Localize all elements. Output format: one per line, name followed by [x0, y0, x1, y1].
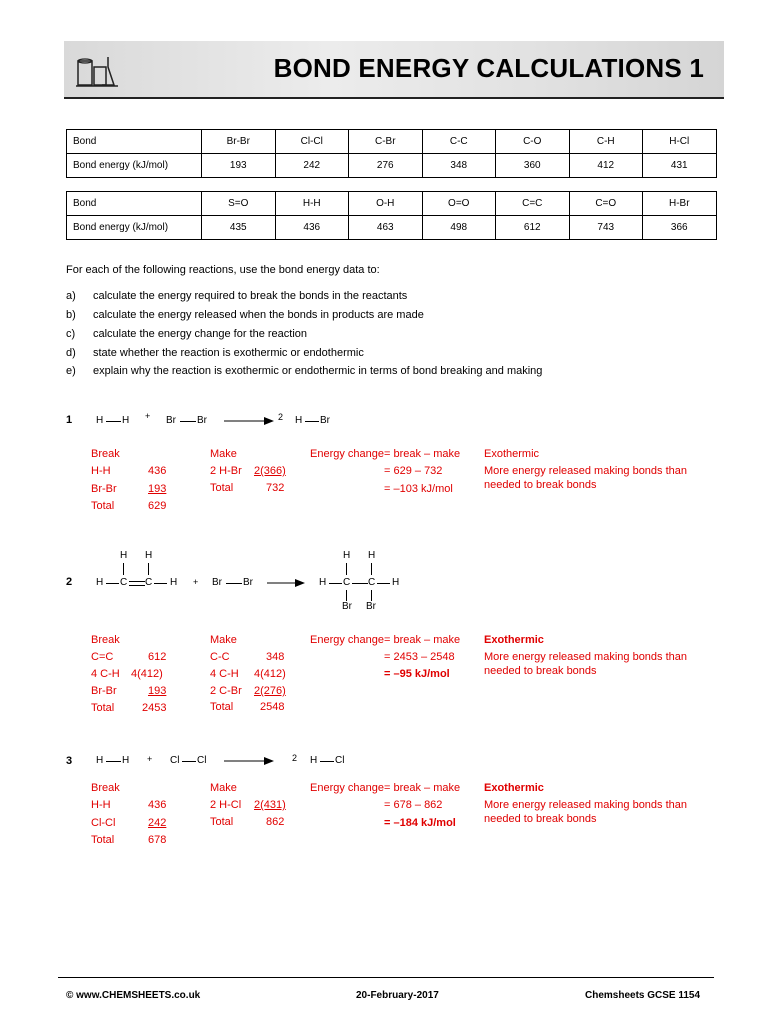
atom-label: H — [295, 415, 303, 426]
explanation-line: More energy released making bonds than — [484, 465, 688, 477]
bond-line — [106, 761, 121, 762]
instructions-intro: For each of the following reactions, use the bond energy data to: — [66, 264, 380, 276]
break-bond: H-H — [91, 799, 111, 811]
make-value: 2(366) — [254, 465, 286, 477]
explanation-line: More energy released making bonds than — [484, 651, 688, 663]
make-total-value: 2548 — [260, 701, 285, 713]
bond-line — [129, 585, 145, 586]
energy-cell: 436 — [275, 216, 349, 240]
break-total-value: 629 — [148, 500, 167, 512]
make-bond: 2 H-Br — [210, 465, 242, 477]
atom-label: Br — [212, 577, 222, 588]
plus-sign: + — [147, 754, 153, 764]
bond-cell: Br-Br — [202, 130, 276, 154]
break-heading: Break — [91, 782, 120, 794]
bond-line — [148, 563, 149, 575]
atom-label: H — [96, 755, 104, 766]
energy-change-result: = –95 kJ/mol — [384, 668, 450, 680]
table-row — [67, 216, 717, 240]
atom-label: H — [392, 577, 400, 588]
atom-label: H — [319, 577, 327, 588]
atom-label: C — [343, 577, 351, 588]
atom-label: Br — [243, 577, 253, 588]
bond-line — [371, 590, 372, 601]
atom-label: Br — [366, 601, 376, 612]
bond-cell: C-O — [496, 130, 570, 154]
make-total-value: 862 — [266, 816, 285, 828]
atom-label: H — [122, 415, 130, 426]
energy-cell: 498 — [422, 216, 496, 240]
break-bond: C=C — [91, 651, 114, 663]
coefficient: 2 — [292, 753, 298, 763]
question-number: 2 — [66, 576, 73, 588]
atom-label: H — [145, 550, 153, 561]
break-value: 242 — [148, 817, 167, 829]
atom-label: C — [368, 577, 376, 588]
reaction-arrow-icon — [267, 578, 305, 588]
break-total-label: Total — [91, 500, 115, 512]
energy-cell: 431 — [643, 154, 717, 178]
break-bond: Br-Br — [91, 483, 117, 495]
reaction-type: Exothermic — [484, 448, 540, 460]
atom-label: H — [96, 577, 104, 588]
page-title: BOND ENERGY CALCULATIONS 1 — [273, 53, 704, 83]
bond-line — [346, 590, 347, 601]
atom-label: Br — [320, 415, 330, 426]
atom-label: Br — [197, 415, 207, 426]
make-value: 2(431) — [254, 799, 286, 811]
bond-line — [346, 563, 347, 575]
explanation-line: needed to break bonds — [484, 665, 597, 677]
lab-glassware-icon — [74, 53, 120, 94]
plus-sign: + — [145, 411, 151, 421]
coefficient: 2 — [278, 412, 284, 422]
make-heading: Make — [210, 782, 237, 794]
break-heading: Break — [91, 634, 120, 646]
break-total-value: 2453 — [142, 702, 167, 714]
atom-label: Cl — [335, 755, 345, 766]
explanation-line: needed to break bonds — [484, 813, 597, 825]
question-number: 3 — [66, 755, 73, 767]
task-text: calculate the energy change for the reaction — [93, 328, 308, 340]
task-text: calculate the energy released when the bonds in products are made — [93, 309, 424, 321]
energy-cell: 360 — [496, 154, 570, 178]
energy-cell: 366 — [643, 216, 717, 240]
energy-change-line: = 629 – 732 — [384, 465, 443, 477]
make-heading: Make — [210, 634, 237, 646]
bond-cell: C-C — [422, 130, 496, 154]
bond-cell: S=O — [202, 192, 276, 216]
bond-line — [226, 583, 242, 584]
atom-label: Cl — [197, 755, 207, 766]
energy-cell: 463 — [349, 216, 423, 240]
energy-cell: 242 — [275, 154, 349, 178]
break-total-label: Total — [91, 834, 115, 846]
atom-label: Br — [342, 601, 352, 612]
energy-change-line: = break – make — [384, 634, 461, 646]
energy-cell: 612 — [496, 216, 570, 240]
atom-label: Cl — [170, 755, 180, 766]
make-bond: 2 H-Cl — [210, 799, 242, 811]
bond-cell: H-Br — [643, 192, 717, 216]
bond-energy-table-1 — [66, 129, 717, 178]
energy-change-line: = break – make — [384, 448, 461, 460]
atom-label: C — [145, 577, 153, 588]
atom-label: H — [122, 755, 130, 766]
task-text: calculate the energy required to break the bonds in the reactants — [93, 290, 408, 302]
bond-line — [371, 563, 372, 575]
bond-cell: Cl-Cl — [275, 130, 349, 154]
bond-cell: C-H — [569, 130, 643, 154]
atom-label: H — [96, 415, 104, 426]
atom-label: H — [343, 550, 351, 561]
atom-label: H — [368, 550, 376, 561]
reaction-equation-3 — [92, 750, 392, 772]
energy-change-heading: Energy change — [310, 782, 384, 794]
explanation-line: More energy released making bonds than — [484, 799, 688, 811]
break-value: 436 — [148, 799, 167, 811]
break-bond: Cl-Cl — [91, 817, 116, 829]
bond-line — [305, 421, 319, 422]
bond-line — [129, 581, 145, 582]
table-row — [67, 154, 717, 178]
break-value: 612 — [148, 651, 167, 663]
reaction-arrow-icon — [224, 756, 274, 766]
make-bond: 2 C-Br — [210, 685, 242, 697]
bond-cell: C=O — [569, 192, 643, 216]
bond-line — [180, 421, 196, 422]
bond-line — [352, 583, 368, 584]
bond-cell: O=O — [422, 192, 496, 216]
bond-cell: H-Cl — [643, 130, 717, 154]
table-value-label: Bond energy (kJ/mol) — [67, 216, 202, 240]
break-value: 193 — [148, 685, 167, 697]
break-value: 436 — [148, 465, 167, 477]
energy-change-heading: Energy change — [310, 448, 384, 460]
reaction-equation-2 — [92, 550, 412, 615]
break-value: 193 — [148, 483, 167, 495]
energy-cell: 276 — [349, 154, 423, 178]
energy-cell: 348 — [422, 154, 496, 178]
break-heading: Break — [91, 448, 120, 460]
energy-change-result: = –103 kJ/mol — [384, 483, 453, 495]
table-row — [67, 192, 717, 216]
bond-line — [329, 583, 342, 584]
bond-line — [154, 583, 167, 584]
task-letter: e) — [66, 365, 76, 377]
make-value: 4(412) — [254, 668, 286, 680]
explanation-line: needed to break bonds — [484, 479, 597, 491]
bond-line — [182, 761, 196, 762]
bond-cell: O-H — [349, 192, 423, 216]
atom-label: H — [170, 577, 178, 588]
bond-energy-table-2 — [66, 191, 717, 240]
energy-change-line: = 2453 – 2548 — [384, 651, 455, 663]
reaction-equation-1 — [92, 408, 392, 432]
break-total-label: Total — [91, 702, 115, 714]
break-bond: Br-Br — [91, 685, 117, 697]
task-letter: d) — [66, 347, 76, 359]
make-total-value: 732 — [266, 482, 285, 494]
bond-cell: C-Br — [349, 130, 423, 154]
bond-cell: H-H — [275, 192, 349, 216]
atom-label: Br — [166, 415, 176, 426]
reaction-type: Exothermic — [484, 782, 544, 794]
bond-line — [377, 583, 390, 584]
make-value: 2(276) — [254, 685, 286, 697]
make-value: 348 — [266, 651, 285, 663]
break-bond: 4 C-H — [91, 668, 120, 680]
footer-date: 20-February-2017 — [356, 990, 439, 1001]
table-header-label: Bond — [67, 192, 202, 216]
energy-change-heading: Energy change — [310, 634, 384, 646]
make-bond: 4 C-H — [210, 668, 239, 680]
table-header-label: Bond — [67, 130, 202, 154]
bond-line — [106, 583, 119, 584]
energy-cell: 193 — [202, 154, 276, 178]
atom-label: H — [310, 755, 318, 766]
energy-cell: 743 — [569, 216, 643, 240]
make-total-label: Total — [210, 482, 234, 494]
make-bond: C-C — [210, 651, 230, 663]
bond-line — [320, 761, 334, 762]
reaction-arrow-icon — [224, 416, 274, 426]
footer-reference: Chemsheets GCSE 1154 — [585, 990, 701, 1001]
break-total-value: 678 — [148, 834, 167, 846]
task-letter: b) — [66, 309, 76, 321]
energy-change-line: = 678 – 862 — [384, 799, 443, 811]
task-text: explain why the reaction is exothermic or endothermic in terms of bond breaking and making — [93, 365, 543, 377]
atom-label: C — [120, 577, 128, 588]
footer-copyright: © www.CHEMSHEETS.co.uk — [66, 990, 201, 1001]
task-text: state whether the reaction is exothermic or endothermic — [93, 347, 364, 359]
task-letter: c) — [66, 328, 76, 340]
atom-label: H — [120, 550, 128, 561]
make-total-label: Total — [210, 701, 234, 713]
break-value: 4(412) — [131, 668, 163, 680]
break-bond: H-H — [91, 465, 111, 477]
task-letter: a) — [66, 290, 76, 302]
make-heading: Make — [210, 448, 237, 460]
energy-cell: 412 — [569, 154, 643, 178]
question-number: 1 — [66, 414, 73, 426]
bond-line — [123, 563, 124, 575]
make-total-label: Total — [210, 816, 234, 828]
bond-cell: C=C — [496, 192, 570, 216]
footer-divider — [58, 977, 714, 978]
energy-change-line: = break – make — [384, 782, 461, 794]
page-header — [64, 41, 724, 99]
reaction-type: Exothermic — [484, 634, 544, 646]
energy-change-result: = –184 kJ/mol — [384, 817, 456, 829]
bond-line — [106, 421, 121, 422]
plus-sign: + — [193, 577, 199, 587]
energy-cell: 435 — [202, 216, 276, 240]
table-row — [67, 130, 717, 154]
table-value-label: Bond energy (kJ/mol) — [67, 154, 202, 178]
